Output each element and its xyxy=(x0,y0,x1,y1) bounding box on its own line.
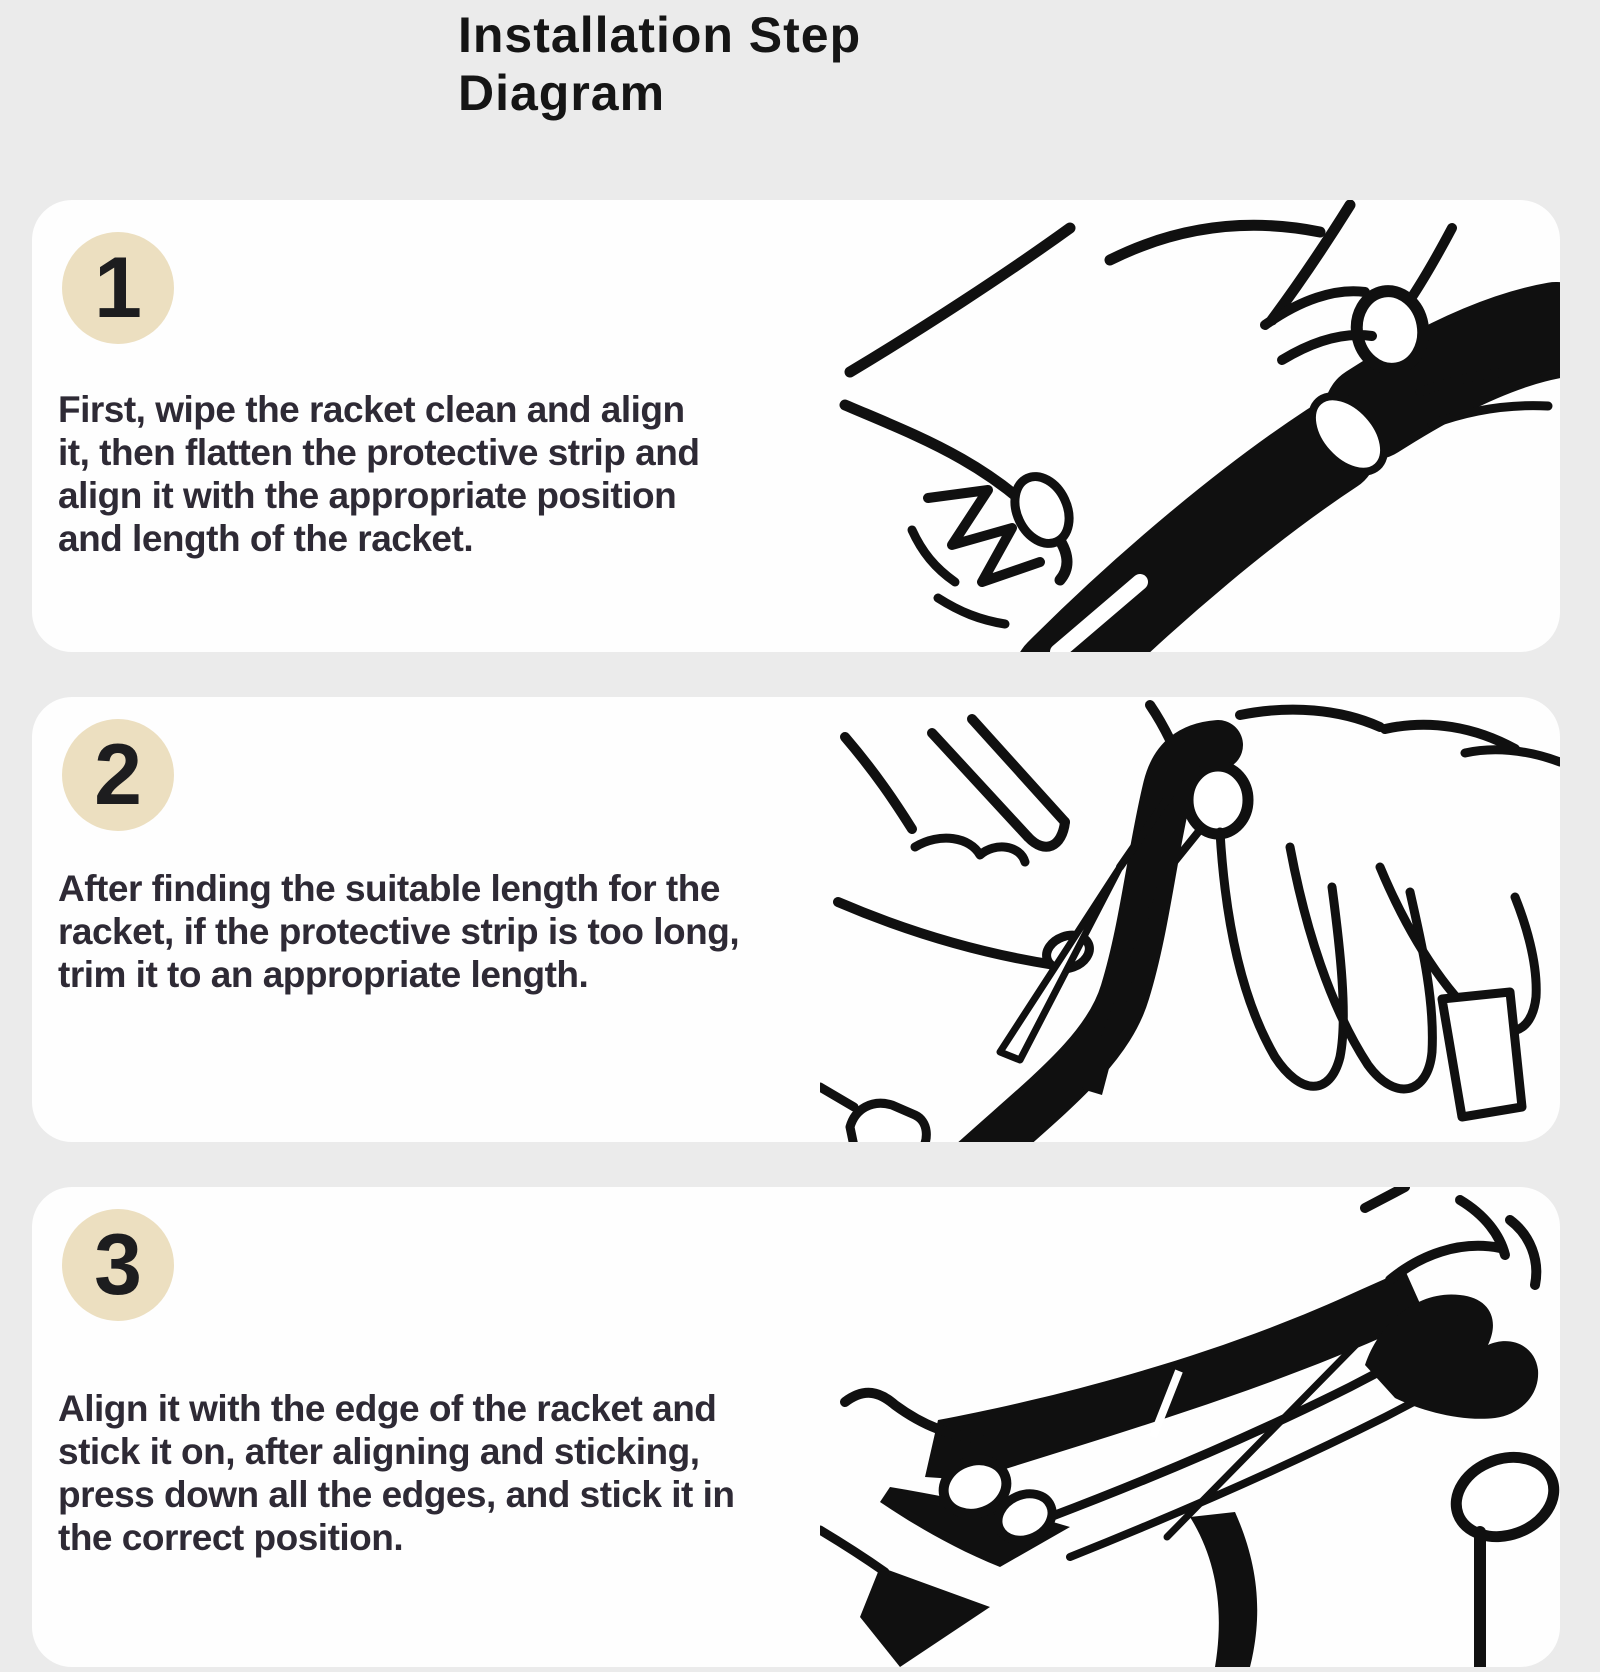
step-number: 1 xyxy=(94,239,142,336)
step-3-card xyxy=(32,1187,1560,1667)
step-3-line-2: stick it on, after aligning and sticking, xyxy=(58,1431,700,1472)
step-2-description xyxy=(58,867,878,996)
step-2-line-1: After finding the suitable length for the xyxy=(58,868,720,909)
step-1-number-badge xyxy=(62,232,174,344)
step-1-line-2: it, then flatten the protective strip and xyxy=(58,432,700,473)
step-3-description xyxy=(58,1387,878,1559)
step-1-description xyxy=(58,388,878,560)
step-number: 2 xyxy=(94,726,142,823)
step-1-line-4: and length of the racket. xyxy=(58,518,474,559)
step-1-line-1: First, wipe the racket clean and align xyxy=(58,389,685,430)
step-2-card xyxy=(32,697,1560,1142)
step-1-line-3: align it with the appropriate position xyxy=(58,475,677,516)
step-3-line-1: Align it with the edge of the racket and xyxy=(58,1388,717,1429)
step-3-line-3: press down all the edges, and stick it in xyxy=(58,1474,735,1515)
step-3-press-strip-illustration xyxy=(820,1187,1560,1667)
step-1-card xyxy=(32,200,1560,652)
step-3-number-badge xyxy=(62,1209,174,1321)
step-2-line-2: racket, if the protective strip is too long, xyxy=(58,911,740,952)
step-2-trim-strip-illustration xyxy=(820,697,1560,1142)
step-number: 3 xyxy=(94,1216,142,1313)
step-2-line-3: trim it to an appropriate length. xyxy=(58,954,589,995)
step-3-line-4: the correct position. xyxy=(58,1517,404,1558)
page-title-line1: Installation Step xyxy=(458,7,862,63)
step-2-number-badge xyxy=(62,719,174,831)
step-1-wrap-strip-illustration xyxy=(820,200,1560,652)
page-title-line2: Diagram xyxy=(458,65,666,121)
page-title xyxy=(458,6,861,122)
